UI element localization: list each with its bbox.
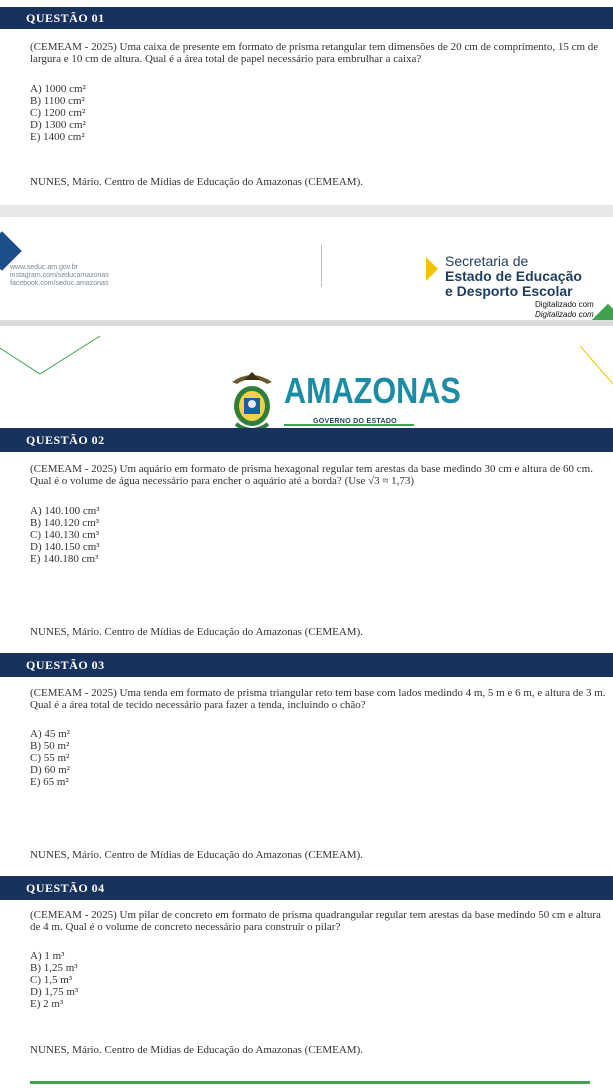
option-b: B) 1100 cm² bbox=[30, 95, 85, 107]
scanner-watermark-2: Digitalizado com bbox=[535, 310, 594, 319]
question-04-header: QUESTÃO 04 bbox=[0, 876, 613, 900]
option-a: A) 1000 cm² bbox=[30, 83, 86, 95]
option-a: A) 140.100 cm³ bbox=[30, 505, 100, 517]
seduc-title-line-3: e Desporto Escolar bbox=[445, 283, 573, 299]
green-line-left bbox=[0, 336, 100, 374]
question-03-statement: (CEMEAM - 2025) Uma tenda em formato de prisma triangular reto tem base com lados medindo 4 m, 5 m e 6 m, e altura de 3 m. Qual é a área total de tecido necessário para fazer a tenda, incluindo o chão? bbox=[30, 687, 606, 711]
footer-link-site[interactable]: www.seduc.am.gov.br bbox=[10, 264, 78, 271]
question-02-source: NUNES, Mário. Centro de Mídias de Educação do Amazonas (CEMEAM). bbox=[30, 626, 363, 638]
amazonas-title: AMAZONAS bbox=[284, 370, 461, 411]
option-a: A) 1 m³ bbox=[30, 950, 65, 962]
question-02-options bbox=[30, 505, 100, 565]
option-b: B) 1,25 m³ bbox=[30, 962, 78, 974]
question-03-header: QUESTÃO 03 bbox=[0, 653, 613, 677]
coat-of-arms-icon bbox=[222, 366, 282, 436]
question-04-options bbox=[30, 950, 78, 1010]
seduc-logo-icon bbox=[426, 257, 438, 281]
option-c: C) 1,5 m³ bbox=[30, 974, 73, 986]
option-c: C) 55 m² bbox=[30, 752, 70, 764]
footer-divider bbox=[321, 245, 322, 287]
seduc-title-line-2: Estado de Educação bbox=[445, 268, 582, 284]
scanner-watermark-1: Digitalizado com bbox=[535, 300, 594, 309]
footer-links bbox=[10, 264, 109, 288]
page-2 bbox=[0, 326, 613, 1089]
question-04-statement: (CEMEAM - 2025) Um pilar de concreto em formato de prisma quadrangular regular tem arestas da base medindo 50 cm e altura de 4 m. Qual é o volume de concreto necessário para construir o pilar? bbox=[30, 909, 601, 933]
bottom-green-line bbox=[30, 1081, 590, 1084]
option-e: E) 1400 cm² bbox=[30, 131, 85, 143]
question-02-header: QUESTÃO 02 bbox=[0, 428, 613, 452]
governo-subtitle: GOVERNO DO ESTADO bbox=[313, 418, 397, 425]
footer-link-instagram[interactable]: instagram.com/seducamazonas bbox=[10, 272, 109, 279]
page-gap bbox=[0, 205, 613, 217]
option-d: D) 140.150 cm³ bbox=[30, 541, 100, 553]
option-c: C) 1200 cm² bbox=[30, 107, 86, 119]
option-e: E) 2 m³ bbox=[30, 998, 64, 1010]
option-d: D) 1300 cm² bbox=[30, 119, 86, 131]
option-d: D) 1,75 m³ bbox=[30, 986, 79, 998]
option-d: D) 60 m² bbox=[30, 764, 70, 776]
question-03-options bbox=[30, 728, 70, 788]
option-a: A) 45 m² bbox=[30, 728, 70, 740]
page-footer bbox=[0, 217, 613, 320]
question-01-options bbox=[30, 83, 86, 143]
option-c: C) 140.130 cm³ bbox=[30, 529, 99, 541]
question-04-source: NUNES, Mário. Centro de Mídias de Educação do Amazonas (CEMEAM). bbox=[30, 1044, 363, 1056]
footer-link-facebook[interactable]: facebook.com/seduc.amazonas bbox=[10, 280, 109, 287]
option-e: E) 140.180 cm³ bbox=[30, 553, 99, 565]
option-e: E) 65 m² bbox=[30, 776, 69, 788]
question-02-statement: (CEMEAM - 2025) Um aquário em formato de prisma hexagonal regular tem arestas da base medindo 30 cm e altura de 60 cm. Qual é o volume de água necessário para encher o aquário até a borda? (Use √3 ≈ 1,73) bbox=[30, 463, 593, 487]
question-01-header: QUESTÃO 01 bbox=[0, 7, 613, 29]
question-03-source: NUNES, Mário. Centro de Mídias de Educação do Amazonas (CEMEAM). bbox=[30, 849, 363, 861]
question-01-statement: (CEMEAM - 2025) Uma caixa de presente em formato de prisma retangular tem dimensões de 20 cm de comprimento, 15 cm de largura e 10 cm de altura. Qual é a área total de papel necessário para embrulhar a caixa? bbox=[30, 41, 599, 65]
question-01-source: NUNES, Mário. Centro de Mídias de Educação do Amazonas (CEMEAM). bbox=[30, 176, 363, 188]
seduc-title-line-1: Secretaria de bbox=[445, 253, 529, 269]
option-b: B) 50 m² bbox=[30, 740, 70, 752]
yellow-line-right bbox=[580, 346, 613, 384]
page-1 bbox=[0, 0, 613, 205]
option-b: B) 140.120 cm³ bbox=[30, 517, 99, 529]
